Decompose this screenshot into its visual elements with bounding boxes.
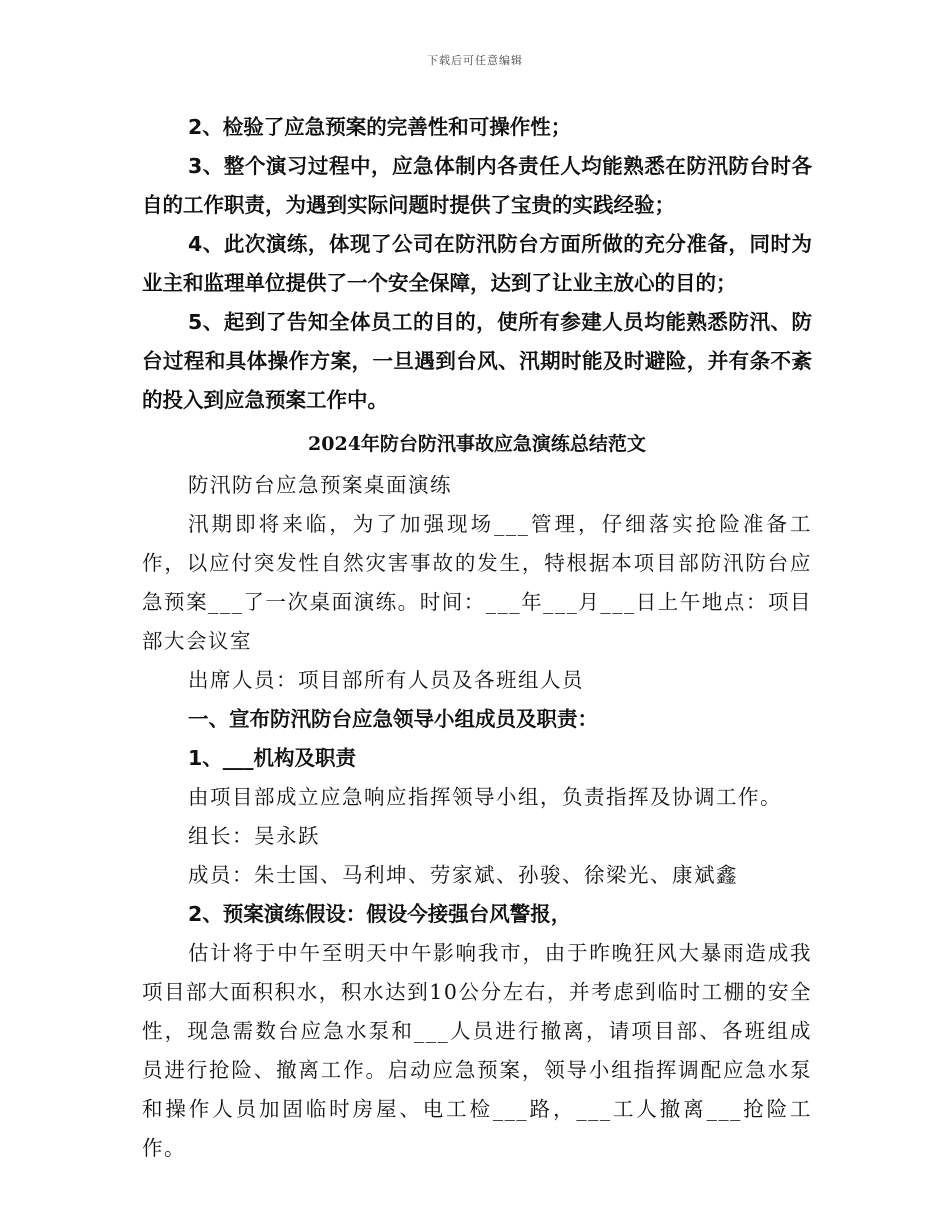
section-heading-1-1: 1、___机构及职责 (188, 746, 357, 770)
summary-item-4: 4、此次演练，体现了公司在防汛防台方面所做的充分准备，同时为业主和监理单位提供了一个安全保障，达到了让业主放心的目的； (142, 232, 812, 295)
section-heading-1: 一、宣布防汛防台应急领导小组成员及职责： (188, 707, 598, 731)
team-leader: 组长：吴永跃 (188, 824, 320, 848)
summary-item-3: 3、整个演习过程中，应急体制内各责任人均能熟悉在防汛防台时各自的工作职责，为遇到实际问题时提供了宝贵的实践经验； (142, 154, 812, 217)
page-header: 下载后可任意编辑 (427, 54, 523, 67)
attendees: 出席人员：项目部所有人员及各班组人员 (188, 668, 584, 692)
section-heading-1-2: 2、预案演练假设：假设今接强台风警报， (188, 902, 572, 926)
summary-item-2: 2、检验了应急预案的完善性和可操作性； (188, 115, 572, 139)
summary-item-5: 5、起到了告知全体员工的目的，使所有参建人员均能熟悉防汛、防台过程和具体操作方案，一旦遇到台风、汛期时能及时避险，并有条不紊的投入到应急预案工作中。 (142, 310, 812, 412)
drill-scenario: 估计将于中午至明天中午影响我市，由于昨晚狂风大暴雨造成我项目部大面积积水，积水达到10公分左右，并考虑到临时工棚的安全性，现急需数台应急水泵和___人员进行撤离，请项目部、各班组成员进行抢险、撤离工作。启动应急预案，领导小组指挥调配应急水泵和操作人员加固临时房屋、电工检___路，___工人撤离___抢险工作。 (142, 941, 812, 1160)
organization-description: 由项目部成立应急响应指挥领导小组，负责指挥及协调工作。 (188, 785, 782, 809)
document-body (142, 108, 812, 1168)
team-members: 成员：朱士国、马利坤、劳家斌、孙骏、徐梁光、康斌鑫 (188, 863, 738, 887)
document-title: 2024年防台防汛事故应急演练总结范文 (308, 433, 646, 455)
drill-intro: 汛期即将来临，为了加强现场___管理，仔细落实抢险准备工作，以应付突发性自然灾害事故的发生，特根据本项目部防汛防台应急预案___了一次桌面演练。时间：___年___月___日上午地点：项目部大会议室 (142, 512, 812, 653)
drill-subtitle: 防汛防台应急预案桌面演练 (188, 473, 452, 497)
